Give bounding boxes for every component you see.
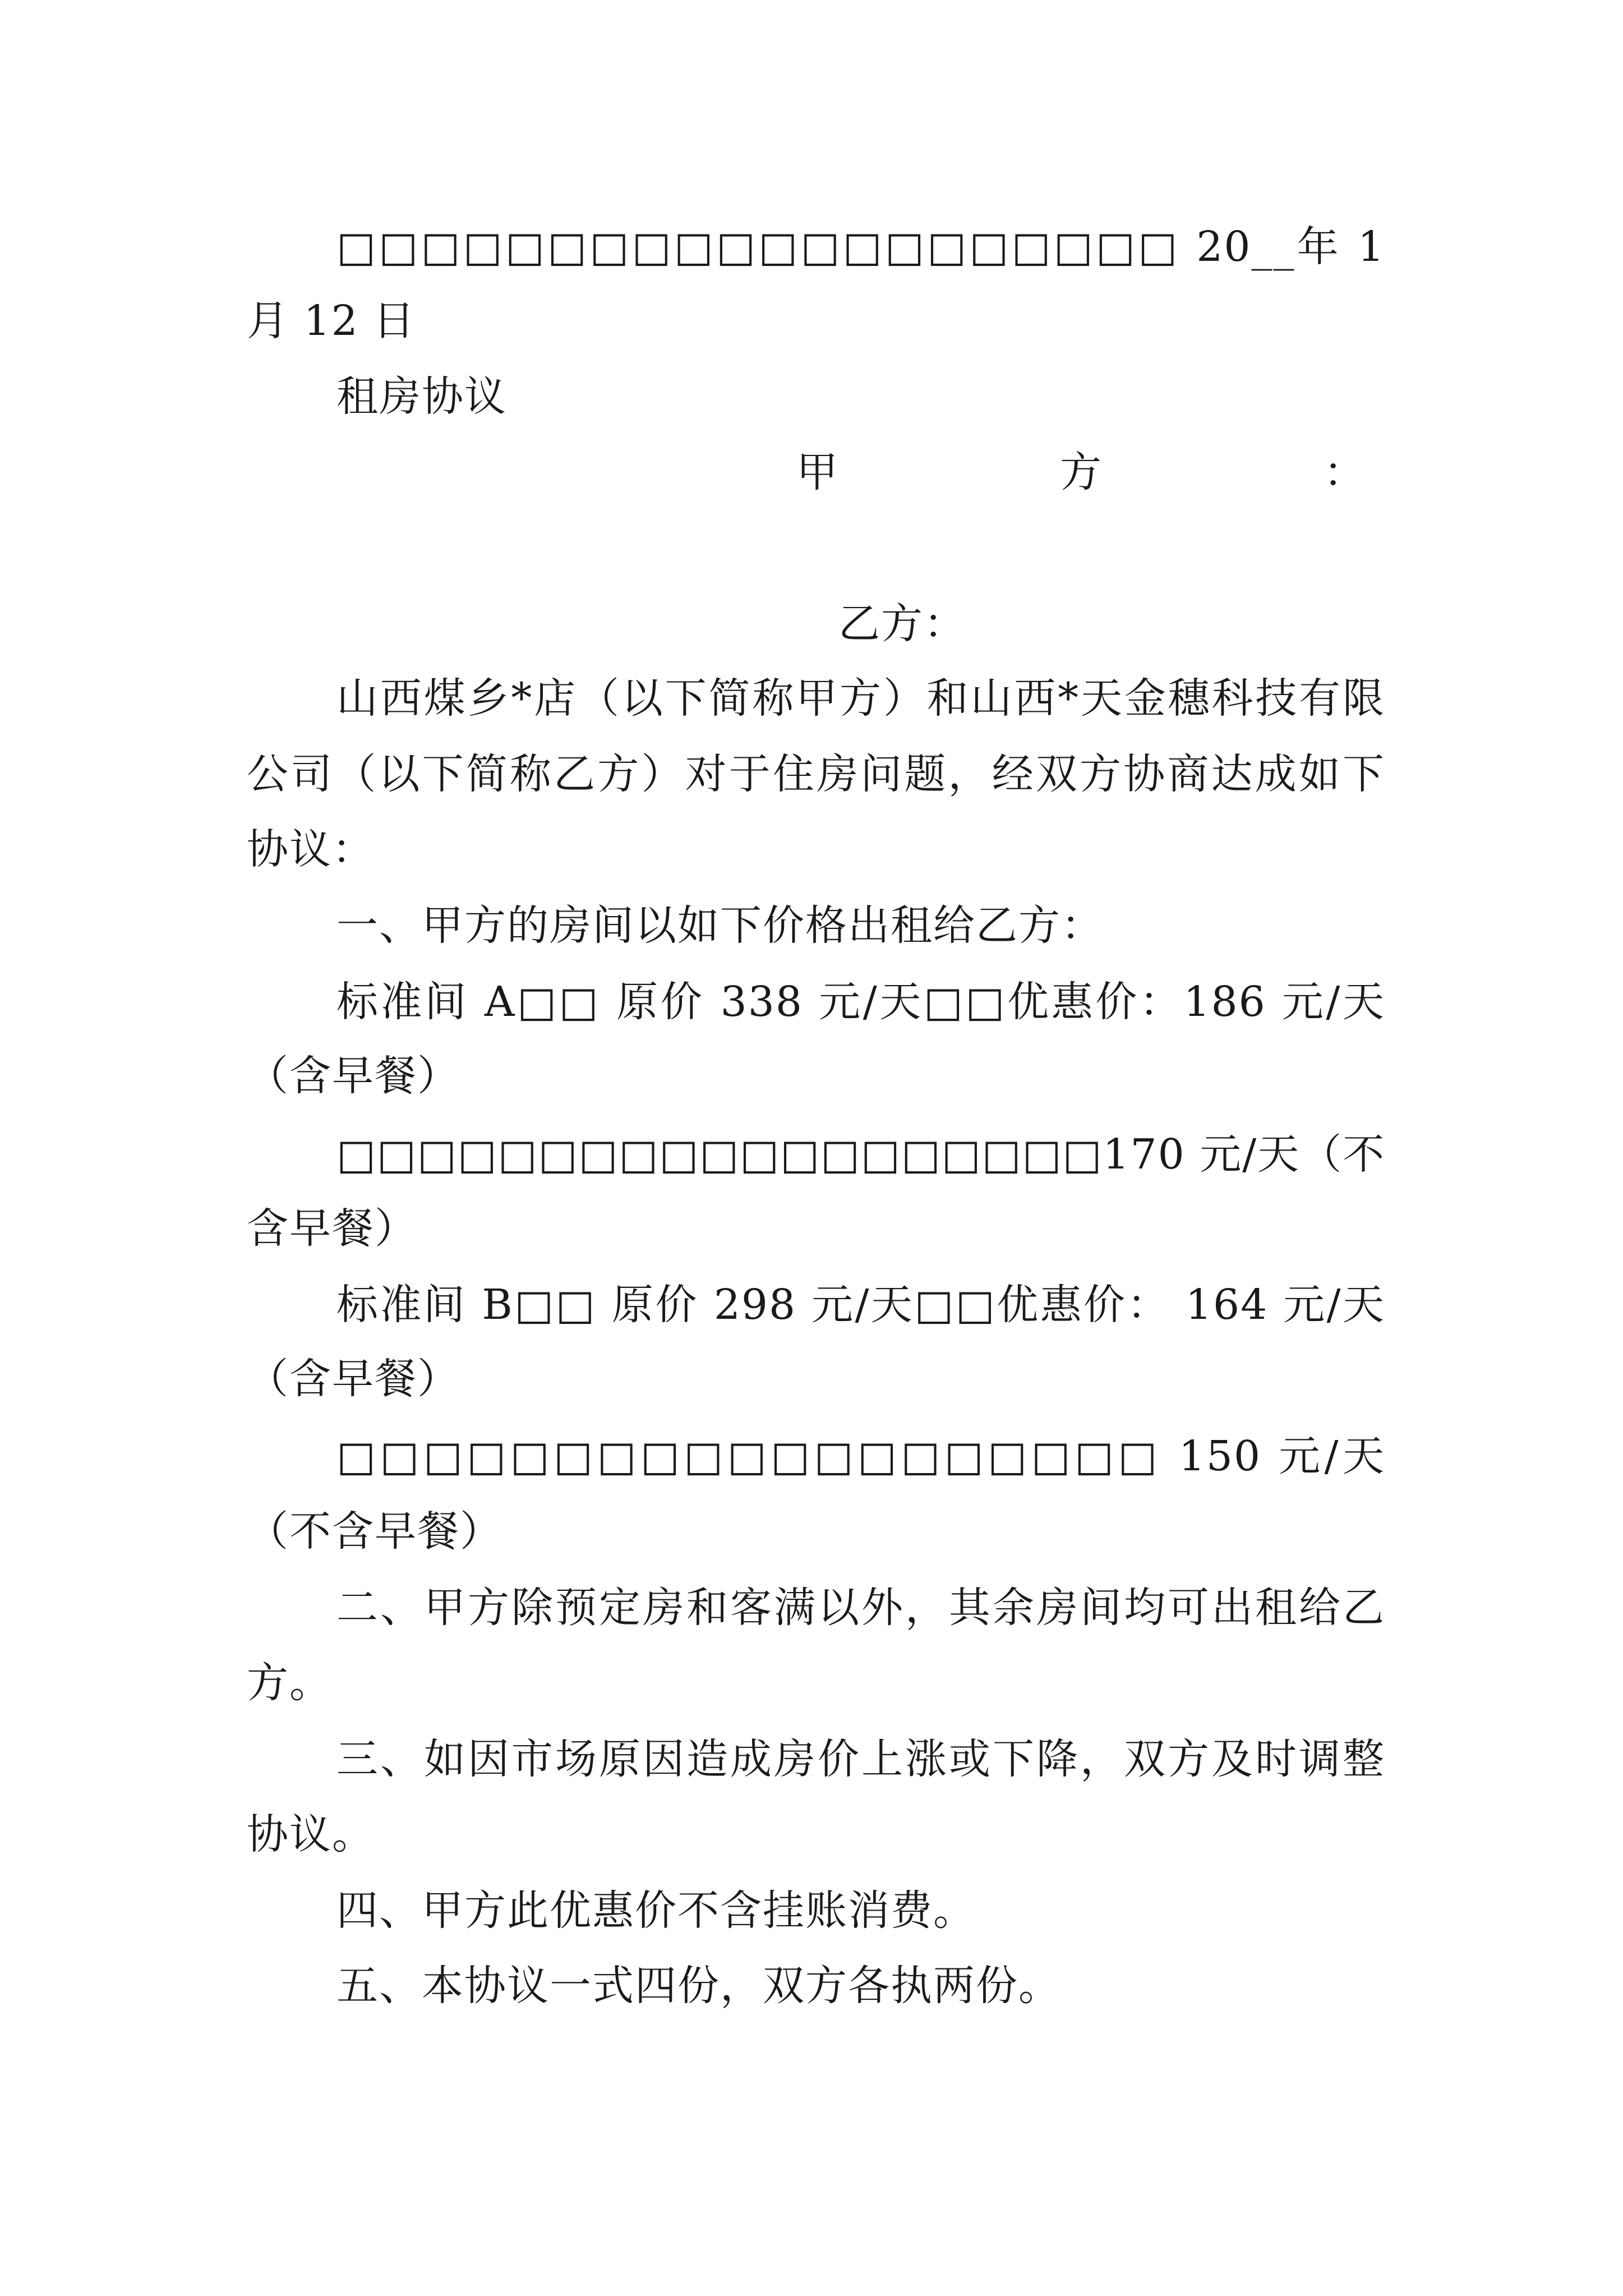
document-title: 租房协议 [336, 372, 507, 421]
clause5: 五、本协议一式四份，双方各执两份。 [336, 1962, 1061, 2010]
room-a-alt-price-line: □□□□□□□□□□□□□□□□□□□170 元/天（不 [336, 1130, 1386, 1179]
intro-line3: 协议： [247, 825, 375, 873]
room-a-breakfast-note: （含早餐） [247, 1052, 460, 1100]
party-a-colon: ： [1324, 448, 1365, 496]
clause4: 四、甲方此优惠价不含挂账消费。 [336, 1887, 976, 1935]
party-a-label-char2: 方 [1060, 448, 1101, 496]
party-b-label: 乙方： [838, 600, 966, 648]
intro-line2: 公司（以下简称乙方）对于住房问题，经双方协商达成如下 [247, 750, 1385, 798]
room-b-price-line: 标准间 B□□ 原价 298 元/天□□优惠价： 164 元/天 [336, 1281, 1385, 1329]
clause2-line2: 方。 [247, 1659, 332, 1707]
intro-line1: 山西煤乡*店（以下简称甲方）和山西*天金穗科技有限 [336, 674, 1385, 723]
clause1-heading: 一、甲方的房间以如下价格出租给乙方： [336, 901, 1104, 950]
room-a-price-line: 标准间 A□□ 原价 338 元/天□□优惠价：186 元/天 [336, 978, 1385, 1026]
room-b-breakfast-note: （含早餐） [247, 1355, 460, 1403]
room-a-alt-breakfast-note: 含早餐） [247, 1204, 417, 1253]
party-a-label-char1: 甲 [796, 448, 838, 496]
clause2-line1: 二、甲方除预定房和客满以外，其余房间均可出租给乙 [336, 1584, 1385, 1632]
clause3-line1: 三、如因市场原因造成房价上涨或下降，双方及时调整 [336, 1735, 1385, 1783]
header-date-line2: 月 12 日 [247, 297, 416, 345]
room-b-alt-breakfast-note: （不含早餐） [247, 1507, 502, 1556]
room-b-alt-price-line: □□□□□□□□□□□□□□□□□□□ 150 元/天 [336, 1432, 1385, 1480]
header-date-line1: □□□□□□□□□□□□□□□□□□□□ 20__年 1 [336, 223, 1385, 271]
clause3-line2: 协议。 [247, 1810, 375, 1858]
